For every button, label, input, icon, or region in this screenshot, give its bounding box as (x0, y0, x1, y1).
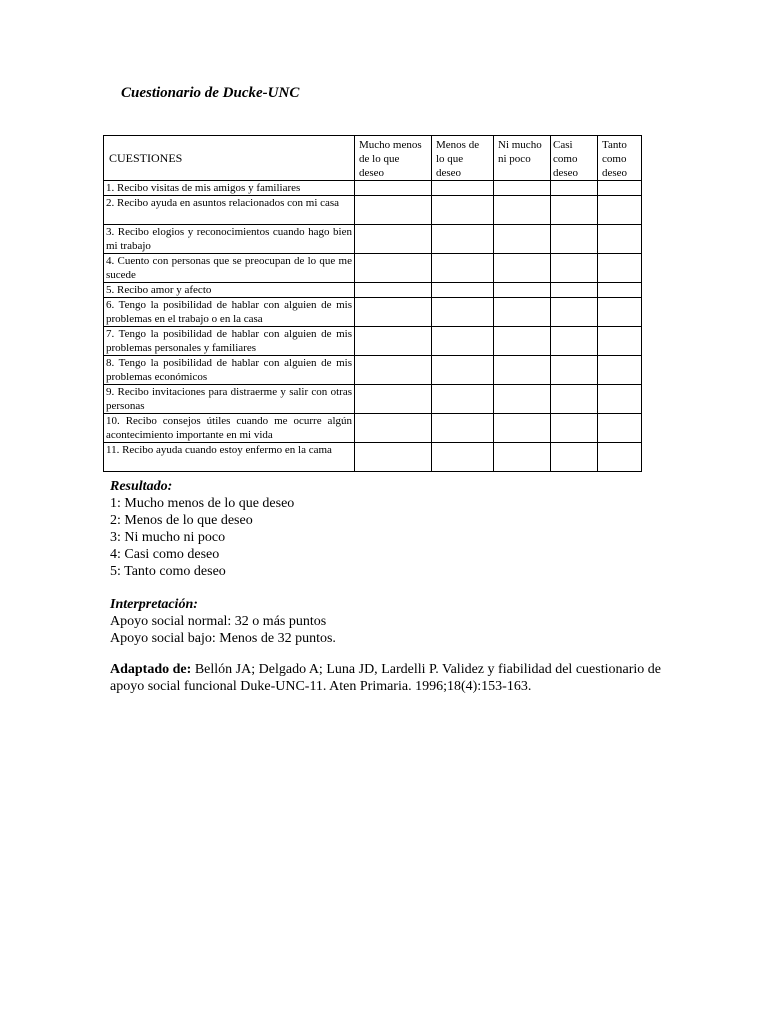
reference-text: Bellón JA; Delgado A; Luna JD, Lardelli P. Validez y fiabilidad del cuestionario de apoyo social funcional Duke-UNC-11. Aten Primaria. 1996;18(4):153-163. (110, 662, 661, 694)
question-text: 3. Recibo elogios y reconocimientos cuando hago bien mi trabajo (104, 225, 355, 254)
resultado-heading: Resultado: (110, 479, 173, 494)
questionnaire-table (103, 135, 642, 472)
answer-cell-option-2[interactable] (432, 414, 494, 443)
answer-cell-option-1[interactable] (355, 225, 432, 254)
answer-cell-option-2[interactable] (432, 385, 494, 414)
answer-cell-option-3[interactable] (494, 356, 551, 385)
table-row (104, 225, 642, 254)
header-option-3: Ni mucho ni poco (494, 136, 551, 181)
answer-cell-option-3[interactable] (494, 254, 551, 283)
question-text: 4. Cuento con personas que se preocupan de lo que me sucede (104, 254, 355, 283)
answer-cell-option-1[interactable] (355, 414, 432, 443)
table-row (104, 181, 642, 196)
resultado-item: 1: Mucho menos de lo que deseo (110, 496, 295, 511)
answer-cell-option-4[interactable] (551, 443, 598, 472)
interpretacion-item: Apoyo social normal: 32 o más puntos (110, 614, 327, 629)
answer-cell-option-5[interactable] (598, 443, 642, 472)
answer-cell-option-3[interactable] (494, 385, 551, 414)
answer-cell-option-5[interactable] (598, 283, 642, 298)
answer-cell-option-4[interactable] (551, 196, 598, 225)
interpretacion-heading: Interpretación: (110, 597, 198, 612)
answer-cell-option-5[interactable] (598, 385, 642, 414)
answer-cell-option-5[interactable] (598, 181, 642, 196)
question-text: 10. Recibo consejos útiles cuando me ocurre algún acontecimiento importante en mi vida (104, 414, 355, 443)
answer-cell-option-4[interactable] (551, 414, 598, 443)
table-row (104, 196, 642, 225)
answer-cell-option-5[interactable] (598, 196, 642, 225)
answer-cell-option-2[interactable] (432, 196, 494, 225)
header-option-1: Mucho menos de lo que deseo (355, 136, 432, 181)
question-text: 7. Tengo la posibilidad de hablar con alguien de mis problemas personales y familiares (104, 327, 355, 356)
question-text: 8. Tengo la posibilidad de hablar con alguien de mis problemas económicos (104, 356, 355, 385)
answer-cell-option-1[interactable] (355, 254, 432, 283)
answer-cell-option-1[interactable] (355, 443, 432, 472)
header-option-2: Menos de lo que deseo (432, 136, 494, 181)
question-text: 2. Recibo ayuda en asuntos relacionados con mi casa (104, 196, 355, 225)
question-text: 1. Recibo visitas de mis amigos y familiares (104, 181, 355, 196)
answer-cell-option-1[interactable] (355, 181, 432, 196)
document-title: Cuestionario de Ducke-UNC (121, 85, 300, 101)
answer-cell-option-4[interactable] (551, 254, 598, 283)
answer-cell-option-2[interactable] (432, 356, 494, 385)
resultado-item: 4: Casi como deseo (110, 547, 220, 562)
reference-paragraph (110, 661, 661, 695)
answer-cell-option-5[interactable] (598, 298, 642, 327)
answer-cell-option-1[interactable] (355, 283, 432, 298)
answer-cell-option-3[interactable] (494, 414, 551, 443)
answer-cell-option-2[interactable] (432, 443, 494, 472)
resultado-item: 3: Ni mucho ni poco (110, 530, 226, 545)
answer-cell-option-4[interactable] (551, 327, 598, 356)
interpretacion-item: Apoyo social bajo: Menos de 32 puntos. (110, 631, 336, 646)
answer-cell-option-2[interactable] (432, 181, 494, 196)
table-row (104, 385, 642, 414)
table-row (104, 414, 642, 443)
answer-cell-option-5[interactable] (598, 225, 642, 254)
answer-cell-option-1[interactable] (355, 298, 432, 327)
answer-cell-option-2[interactable] (432, 225, 494, 254)
table-row (104, 327, 642, 356)
answer-cell-option-3[interactable] (494, 181, 551, 196)
answer-cell-option-2[interactable] (432, 283, 494, 298)
answer-cell-option-5[interactable] (598, 327, 642, 356)
answer-cell-option-3[interactable] (494, 443, 551, 472)
answer-cell-option-2[interactable] (432, 298, 494, 327)
answer-cell-option-3[interactable] (494, 327, 551, 356)
answer-cell-option-1[interactable] (355, 196, 432, 225)
question-text: 11. Recibo ayuda cuando estoy enfermo en la cama (104, 443, 355, 472)
answer-cell-option-4[interactable] (551, 298, 598, 327)
header-option-5: Tanto como deseo (598, 136, 642, 181)
resultado-item: 2: Menos de lo que deseo (110, 513, 253, 528)
header-option-4: Casi como deseo (551, 136, 598, 181)
answer-cell-option-3[interactable] (494, 196, 551, 225)
reference-label: Adaptado de: (110, 662, 192, 677)
answer-cell-option-4[interactable] (551, 385, 598, 414)
answer-cell-option-5[interactable] (598, 356, 642, 385)
table-row (104, 283, 642, 298)
answer-cell-option-4[interactable] (551, 356, 598, 385)
question-text: 5. Recibo amor y afecto (104, 283, 355, 298)
answer-cell-option-1[interactable] (355, 385, 432, 414)
answer-cell-option-1[interactable] (355, 356, 432, 385)
question-text: 6. Tengo la posibilidad de hablar con alguien de mis problemas en el trabajo o en la casa (104, 298, 355, 327)
resultado-section (110, 478, 294, 580)
answer-cell-option-1[interactable] (355, 327, 432, 356)
answer-cell-option-4[interactable] (551, 225, 598, 254)
resultado-item: 5: Tanto como deseo (110, 564, 226, 579)
answer-cell-option-2[interactable] (432, 327, 494, 356)
table-row (104, 254, 642, 283)
header-cuestiones: CUESTIONES (104, 136, 355, 181)
answer-cell-option-2[interactable] (432, 254, 494, 283)
questionnaire-body (104, 181, 642, 472)
table-header-row (104, 136, 642, 181)
answer-cell-option-3[interactable] (494, 298, 551, 327)
answer-cell-option-3[interactable] (494, 283, 551, 298)
answer-cell-option-5[interactable] (598, 254, 642, 283)
answer-cell-option-4[interactable] (551, 283, 598, 298)
question-text: 9. Recibo invitaciones para distraerme y salir con otras personas (104, 385, 355, 414)
answer-cell-option-3[interactable] (494, 225, 551, 254)
interpretacion-section (110, 596, 336, 647)
table-row (104, 298, 642, 327)
table-row (104, 443, 642, 472)
table-row (104, 356, 642, 385)
answer-cell-option-4[interactable] (551, 181, 598, 196)
answer-cell-option-5[interactable] (598, 414, 642, 443)
